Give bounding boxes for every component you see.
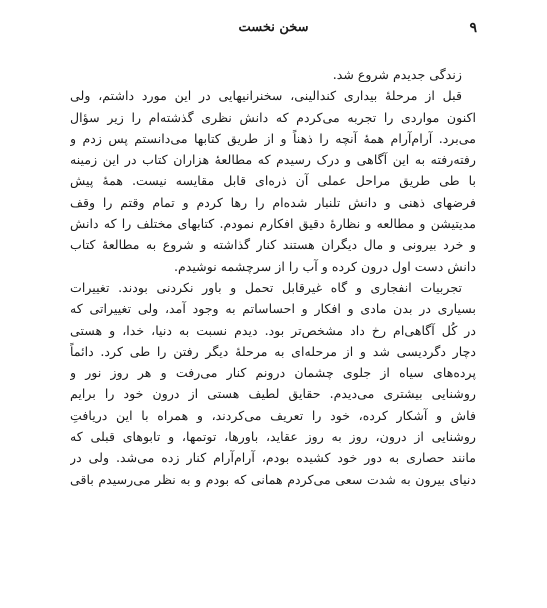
text-line: روشنایی از درون، روز به روز عقاید، باورها، توتمها، و تابوهای قبلی که (70, 429, 476, 445)
page-header (70, 20, 477, 42)
text-line: دانش دست اول درون کرده و آب را از سرچشمه نوشیدم. (173, 258, 476, 274)
text-line: در کُل آگاهی‌ام رخ داد مشخص‌تر بود. دیدم نسبت به دنیا، خدا، و هستی (70, 322, 476, 338)
text-line: مدیتیشن و مطالعه و نظارهٔ دقیق افکارم نمودم. کتابهای مختلف را که دانش (70, 216, 476, 232)
text-line: قبل از مرحلهٔ بیداری کندالینی، سخنرانیهایی در این مورد داشتم، ولی (70, 88, 462, 104)
text-line: می‌برد. آرام‌آرام همهٔ آنچه را ذهناً و از طریق کتابها می‌دانستم پس زدم و (70, 130, 476, 146)
text-line: روشنایی بیشتری می‌دیدم. حقایق لطیف هستی از درون خود را برایم (70, 386, 476, 402)
page-number: ۹ (469, 20, 477, 36)
text-line: اکنون مواردی را تجربه می‌کردم که دانش نظری گذشته‌ام را زیر سؤال (70, 109, 476, 125)
text-line: فرضهای ذهنی و دانش تلنبار شده‌ام را رها کردم و تمام وقتم را وقف (70, 194, 476, 210)
text-line: زندگی جدیدم شروع شد. (332, 67, 462, 82)
text-line: دنیای بیرون به شدت سعی می‌کردم همانی که بودم و به نظر می‌رسیدم باقی (70, 471, 476, 487)
text-line: با طی طریق مراحل عملی آن ذره‌ای قابل مقایسه نیست. همهٔ پیش (70, 173, 476, 189)
running-title: سخن نخست (238, 20, 309, 35)
text-line: مانند حصاری به دور خود کشیده بودم، آرام‌آرام کنار زده می‌شد. ولی در (70, 450, 476, 466)
text-line: دچار دگردیسی شد و از مرحله‌ای به مرحلهٔ دیگر رفتن را طی کرد. دائماً (70, 343, 476, 359)
text-line: رفته‌رفته به این آگاهی و درک رسیدم که مطالعهٔ هزاران کتاب در این زمینه (70, 152, 476, 168)
text-line: و خرد بیرونی و مال دیگران هستند کنار گذاشته و شروع به مطالعهٔ کتاب (70, 237, 476, 253)
body-text (70, 64, 476, 490)
text-line: پرده‌های سیاه از جلوی چشمان درونم کنار می‌رفت و هر روز نور و (70, 365, 476, 381)
text-line: تجربیات انفجاری و گاه غیرقابل تحمل و باور نکردنی بودند. تغییرات (70, 279, 462, 295)
text-line: بسیاری در بدن مادی و افکار و احساساتم به وجود آمد، ولی تغییراتی که (70, 301, 476, 317)
text-line: فاش و آشکار کرده، خود را تعریف می‌کردند، و همراه با این دریافتِ (70, 407, 476, 423)
